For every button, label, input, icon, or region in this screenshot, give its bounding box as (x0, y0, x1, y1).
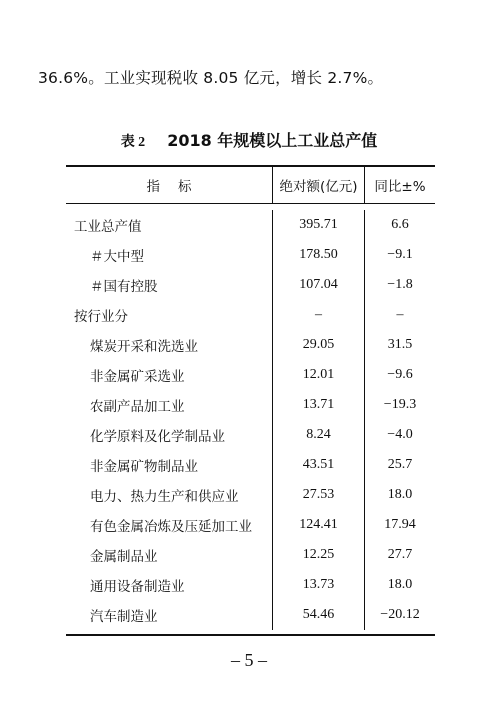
row-indicator: 非金属矿物制品业 (90, 459, 198, 475)
row-absolute: 13.71 (272, 390, 364, 420)
row-yoy: −9.6 (364, 360, 435, 390)
row-indicator: 汽车制造业 (90, 609, 158, 625)
row-indicator: 工业总产值 (74, 219, 142, 235)
header-absolute: 绝对额(亿元) (272, 167, 364, 203)
row-indicator: 金属制品业 (90, 549, 158, 565)
table-row (66, 540, 435, 570)
header-indicator: 指标 (146, 179, 210, 195)
row-yoy: 27.7 (364, 540, 435, 570)
row-absolute: 29.05 (272, 330, 364, 360)
table-row (66, 390, 435, 420)
table-row (66, 600, 435, 630)
table-row (66, 300, 435, 330)
row-absolute: 12.25 (272, 540, 364, 570)
table-header-row (66, 167, 435, 204)
row-yoy: 31.5 (364, 330, 435, 360)
header-yoy: 同比±% (364, 167, 435, 203)
row-yoy: – (364, 300, 435, 330)
row-yoy: −9.1 (364, 240, 435, 270)
row-indicator: ＃大中型 (90, 249, 144, 265)
row-indicator: 按行业分 (74, 309, 128, 325)
row-yoy: −20.12 (364, 600, 435, 630)
row-absolute: 395.71 (272, 210, 364, 240)
row-indicator: ＃国有控股 (90, 279, 158, 295)
row-indicator: 非金属矿采选业 (90, 369, 185, 385)
row-absolute: 124.41 (272, 510, 364, 540)
row-absolute: 43.51 (272, 450, 364, 480)
table-title (0, 128, 498, 151)
intro-paragraph: 36.6%。工业实现税收 8.05 亿元，增长 2.7%。 (38, 69, 384, 87)
table-title-text: 2018 年规模以上工业总产值 (167, 131, 378, 150)
row-absolute: – (272, 300, 364, 330)
row-yoy: −4.0 (364, 420, 435, 450)
table-row (66, 420, 435, 450)
table-row (66, 360, 435, 390)
row-absolute: 27.53 (272, 480, 364, 510)
row-absolute: 8.24 (272, 420, 364, 450)
row-yoy: 18.0 (364, 570, 435, 600)
row-indicator: 化学原料及化学制品业 (90, 429, 225, 445)
row-indicator: 电力、热力生产和供应业 (90, 489, 239, 505)
row-absolute: 107.04 (272, 270, 364, 300)
row-absolute: 178.50 (272, 240, 364, 270)
row-yoy: 6.6 (364, 210, 435, 240)
table-row (66, 330, 435, 360)
table-body (66, 204, 435, 634)
row-indicator: 农副产品加工业 (90, 399, 185, 415)
row-absolute: 54.46 (272, 600, 364, 630)
table-row (66, 270, 435, 300)
industrial-output-table (66, 165, 435, 636)
row-absolute: 13.73 (272, 570, 364, 600)
page-number: – 5 – (231, 650, 267, 670)
table-number: 表 2 (120, 135, 146, 150)
row-yoy: −1.8 (364, 270, 435, 300)
row-indicator: 有色金属冶炼及压延加工业 (90, 519, 252, 535)
row-yoy: 18.0 (364, 480, 435, 510)
table-row (66, 480, 435, 510)
row-yoy: 25.7 (364, 450, 435, 480)
row-yoy: 17.94 (364, 510, 435, 540)
table-row (66, 240, 435, 270)
row-indicator: 通用设备制造业 (90, 579, 185, 595)
row-absolute: 12.01 (272, 360, 364, 390)
table-row (66, 450, 435, 480)
table-row (66, 210, 435, 240)
table-row (66, 510, 435, 540)
row-indicator: 煤炭开采和洗选业 (90, 339, 198, 355)
row-yoy: −19.3 (364, 390, 435, 420)
table-row (66, 570, 435, 600)
